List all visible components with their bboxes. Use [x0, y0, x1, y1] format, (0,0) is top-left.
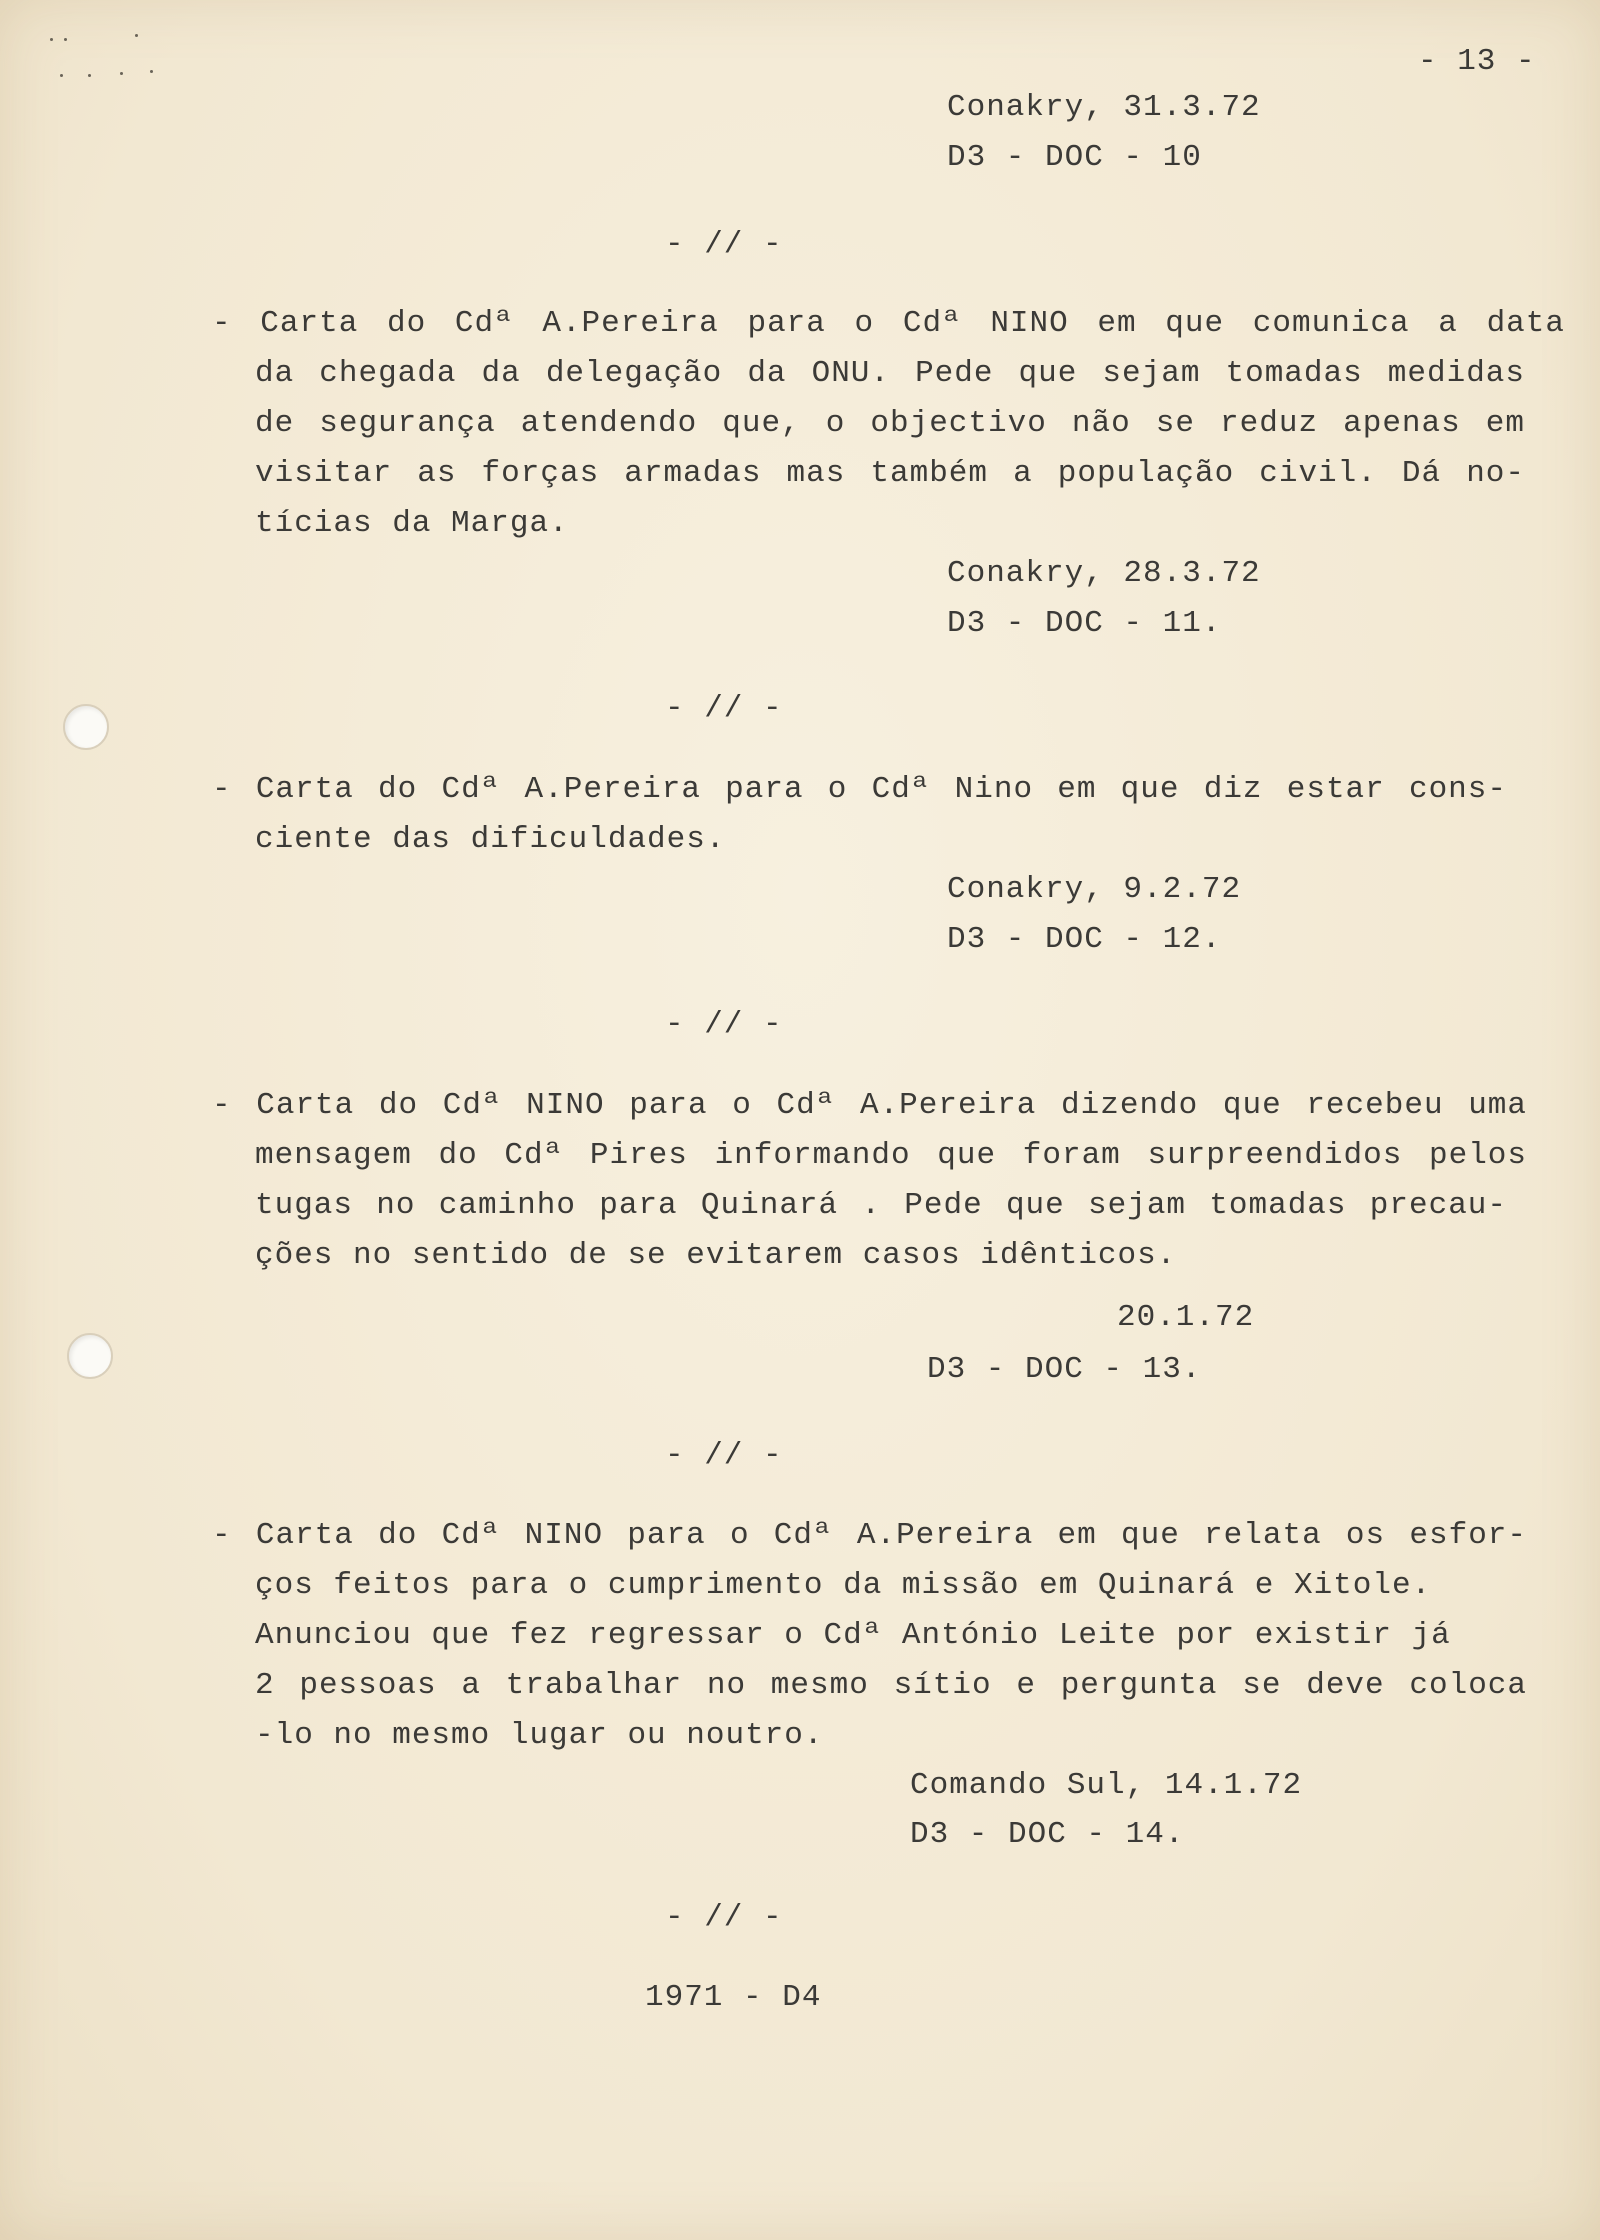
- entry-place-date: Conakry, 31.3.72: [947, 90, 1261, 125]
- entry-text-line: tícias da Marga.: [255, 506, 569, 541]
- entry-text-line: de segurança atendendo que, o objectivo não se reduz apenas em: [255, 406, 1525, 441]
- separator: - // -: [665, 1438, 783, 1473]
- paper-speck: [150, 70, 153, 73]
- entry-text-line: - Carta do Cdª NINO para o Cdª A.Pereira dizendo que recebeu uma: [212, 1088, 1527, 1123]
- entry-text-line: ções no sentido de se evitarem casos idênticos.: [255, 1238, 1177, 1273]
- entry-place-date: Conakry, 9.2.72: [947, 872, 1242, 907]
- entry-place-date: Conakry, 28.3.72: [947, 556, 1261, 591]
- entry-text-line: - Carta do Cdª A.Pereira para o Cdª Nino em que diz estar cons-: [212, 772, 1507, 807]
- entry-text-line: da chegada da delegação da ONU. Pede que sejam tomadas medidas: [255, 356, 1525, 391]
- entry-text-line: Anunciou que fez regressar o Cdª António Leite por existir já: [255, 1618, 1451, 1653]
- entry-text-line: - Carta do Cdª A.Pereira para o Cdª NINO em que comunica a data: [212, 306, 1565, 341]
- entry-text-line: visitar as forças armadas mas também a população civil. Dá no-: [255, 456, 1525, 491]
- paper-speck: [64, 38, 67, 41]
- entry-doc-ref: D3 - DOC - 11.: [947, 606, 1222, 641]
- entry-doc-ref: D3 - DOC - 12.: [947, 922, 1222, 957]
- section-heading: 1971 - D4: [645, 1980, 822, 2015]
- entry-text-line: -lo no mesmo lugar ou noutro.: [255, 1718, 824, 1753]
- paper-speck: [88, 74, 91, 77]
- separator: - // -: [665, 691, 783, 726]
- paper-speck: [120, 72, 123, 75]
- entry-text-line: 2 pessoas a trabalhar no mesmo sítio e pergunta se deve coloca: [255, 1668, 1527, 1703]
- punch-hole-bottom: [67, 1333, 113, 1379]
- separator: - // -: [665, 1007, 783, 1042]
- entry-doc-ref: D3 - DOC - 14.: [910, 1817, 1185, 1852]
- entry-doc-ref: D3 - DOC - 13.: [927, 1352, 1202, 1387]
- paper-speck: [60, 74, 63, 77]
- entry-place-date: 20.1.72: [1117, 1300, 1255, 1335]
- separator: - // -: [665, 1900, 783, 1935]
- paper-speck: [50, 38, 53, 41]
- paper-speck: [135, 34, 138, 37]
- page-number: - 13 -: [1418, 44, 1536, 79]
- entry-text-line: ços feitos para o cumprimento da missão em Quinará e Xitole.: [255, 1568, 1432, 1603]
- entry-text-line: tugas no caminho para Quinará . Pede que sejam tomadas precau-: [255, 1188, 1507, 1223]
- entry-text-line: mensagem do Cdª Pires informando que foram surpreendidos pelos: [255, 1138, 1527, 1173]
- entry-place-date: Comando Sul, 14.1.72: [910, 1768, 1303, 1803]
- punch-hole-top: [63, 704, 109, 750]
- entry-text-line: ciente das dificuldades.: [255, 822, 726, 857]
- separator: - // -: [665, 227, 783, 262]
- entry-text-line: - Carta do Cdª NINO para o Cdª A.Pereira em que relata os esfor-: [212, 1518, 1527, 1553]
- entry-doc-ref: D3 - DOC - 10: [947, 140, 1202, 175]
